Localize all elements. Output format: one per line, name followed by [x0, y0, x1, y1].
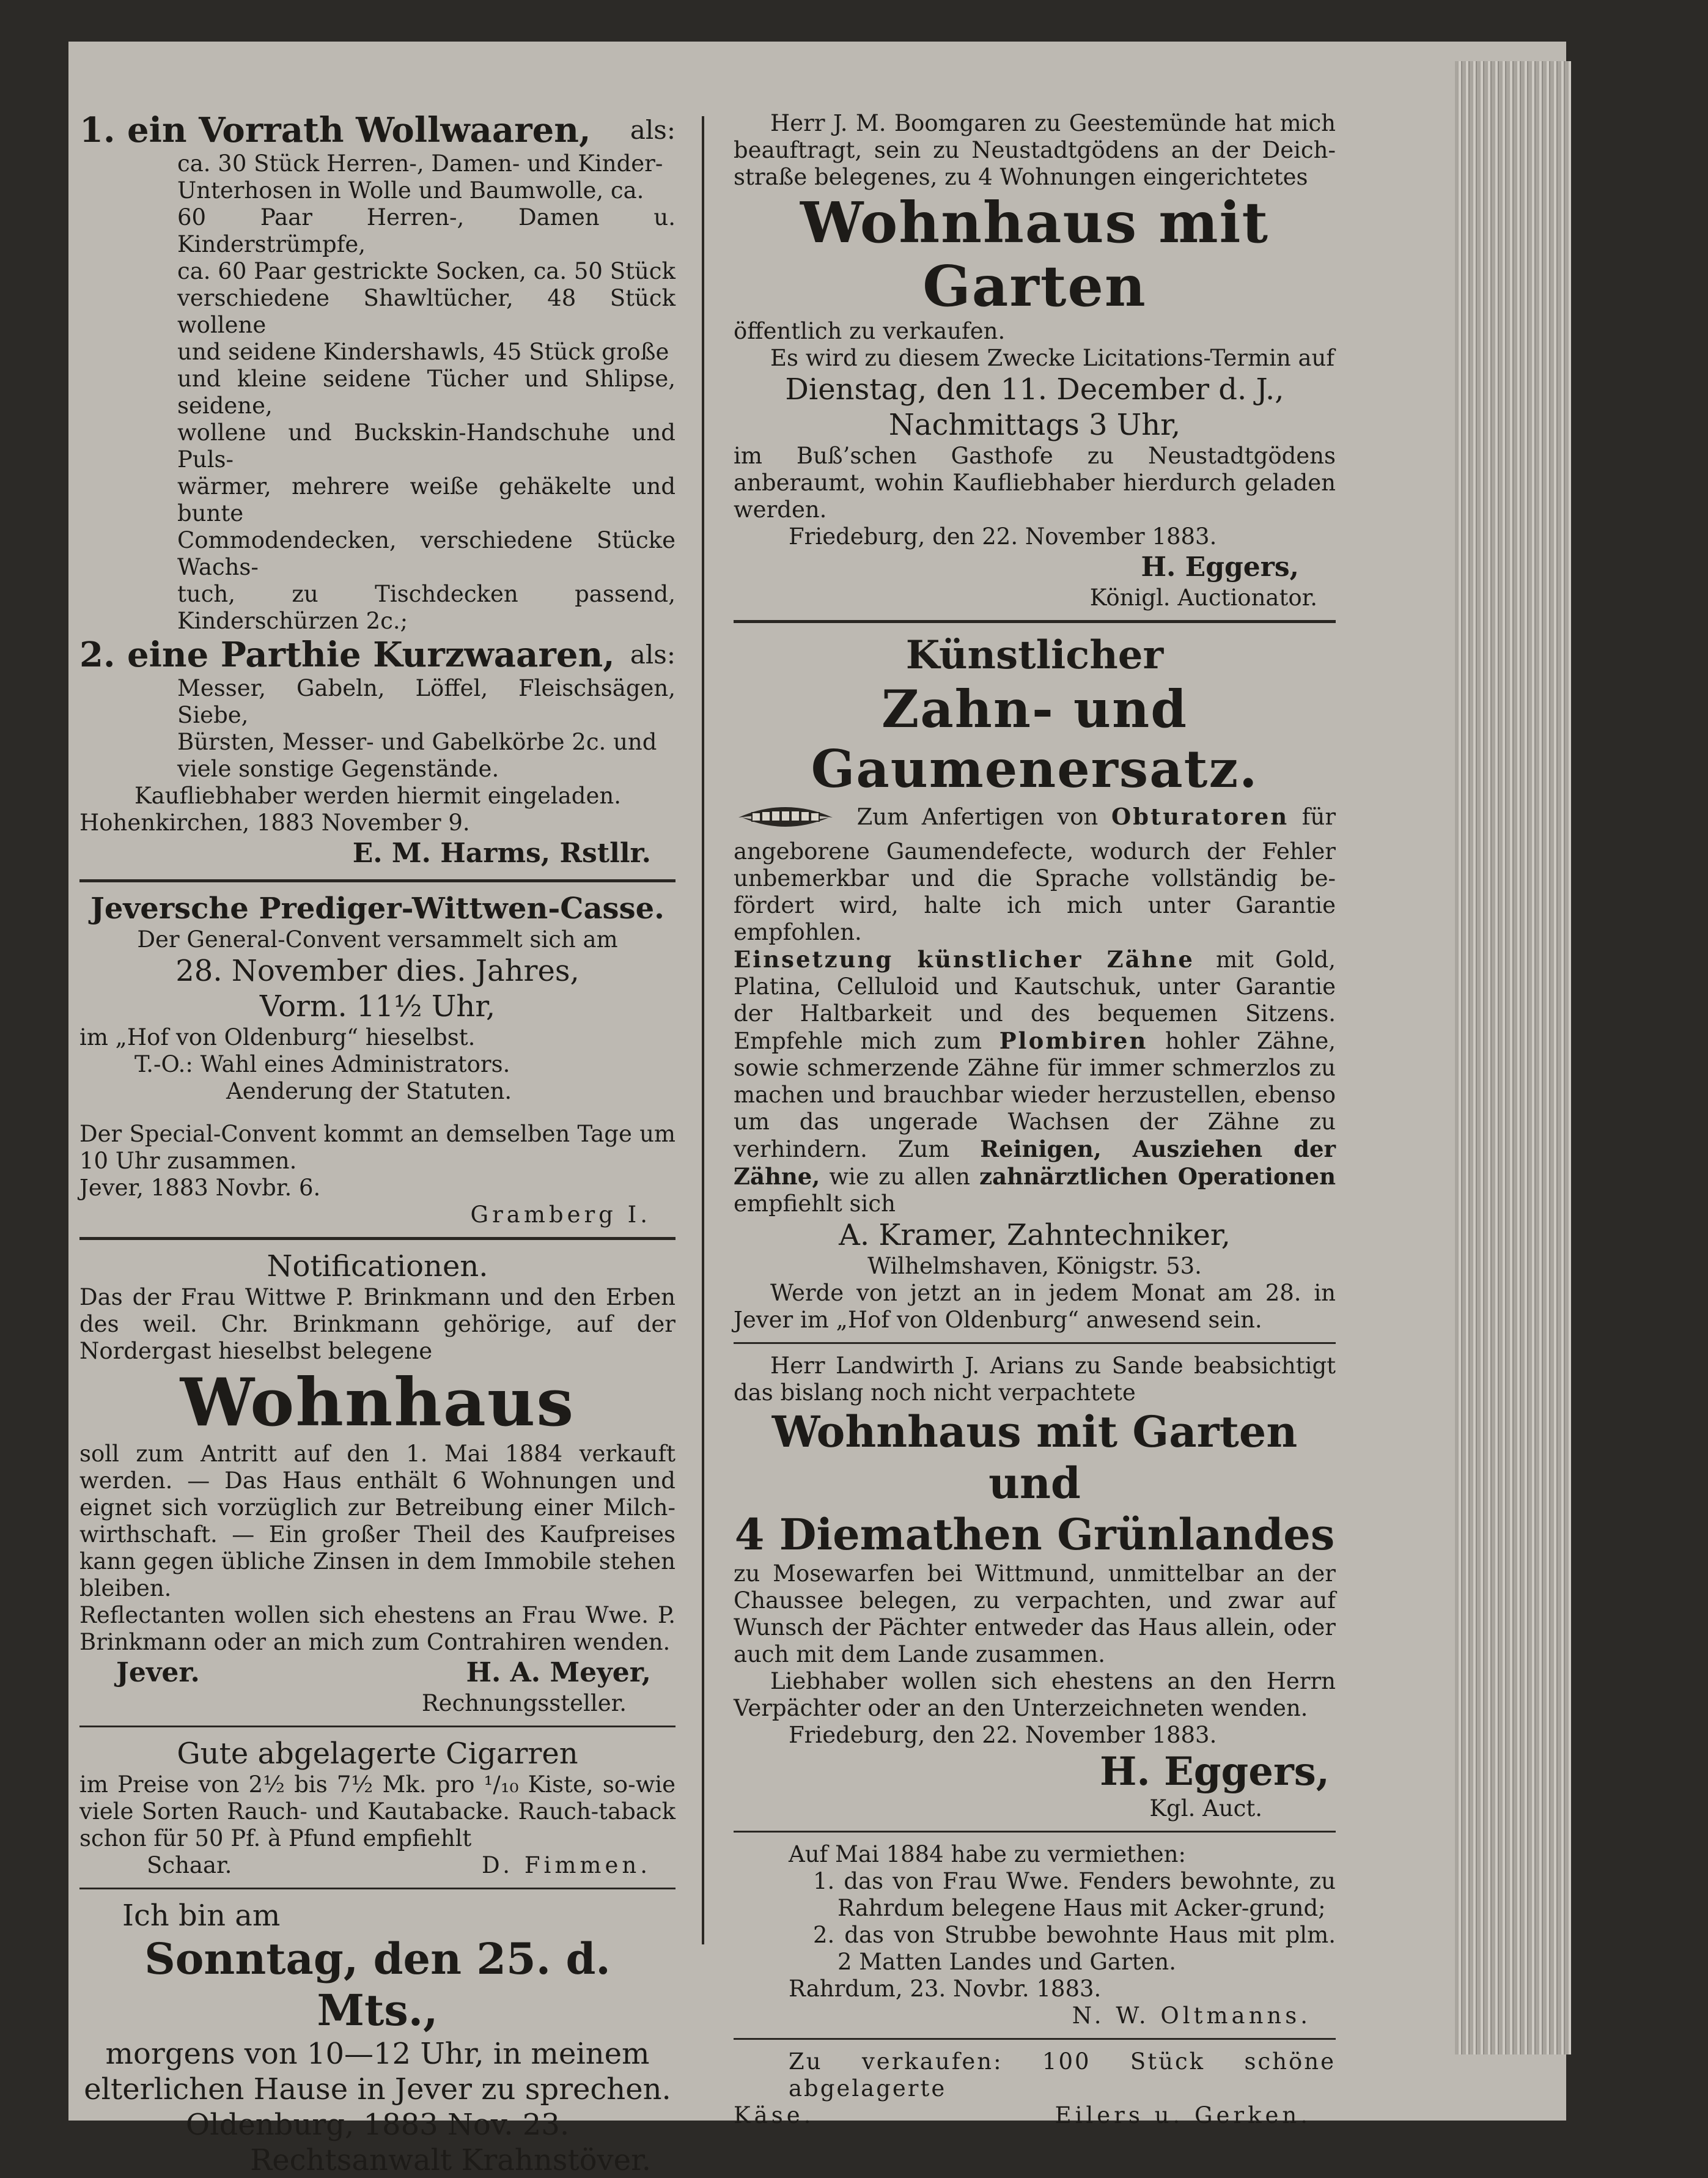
dateline: Friedeburg, den 22. November 1883.	[789, 1722, 1217, 1748]
item1-line: und kleine seidene Tücher und Shlipse, seidene,	[177, 366, 675, 419]
binding-gutter	[0, 0, 55, 2139]
lease-ad	[734, 1353, 1336, 1822]
item2-list	[79, 675, 675, 783]
text-fragment: hohler Zähne, sowie schmerzende Zähne für immer schmerzlos zu machen und brauchbar wieder herzustellen, ebenso um das ungerade Wachsen der Zähne zu verhindern. Zum	[734, 1028, 1336, 1162]
rental-ad	[734, 1841, 1336, 2029]
item1-title: 1. ein Vorrath Wollwaaren,	[79, 110, 591, 150]
item1-line: und seidene Kindershawls, 45 Stück große	[177, 339, 669, 365]
ad-note: Werde von jetzt an in jedem Monat am 28. in Jever im „Hof von Oldenburg“ anwesend sein.	[734, 1280, 1336, 1333]
cheese-ad	[734, 2048, 1336, 2129]
separator	[79, 1726, 675, 1727]
item1-line: verschiedene Shawltücher, 48 Stück wollene	[177, 285, 675, 338]
ad-headline: Zahn- und Gaumenersatz.	[811, 679, 1259, 799]
meeting-date: 28. November dies. Jahres,	[175, 954, 580, 988]
item2-title: 2. eine Parthie Kurzwaaren,	[79, 635, 615, 675]
ad-headline: 4 Diemathen Grünlandes	[734, 1509, 1335, 1560]
ad-text: Liebhaber wollen sich ehestens an den Herrn Verpächter oder an den Unterzeichneten wenden.	[734, 1668, 1336, 1721]
item2-line: Bürsten, Messer- und Gabelkörbe 2c. und	[177, 729, 657, 755]
ad-line: Der General-Convent versammelt sich am	[137, 926, 618, 953]
ad-line: elterlichen Hause in Jever zu sprechen.	[84, 2072, 671, 2106]
special-convent: Der Special-Convent kommt an demselben Tage um 10 Uhr zusammen.	[79, 1121, 675, 1174]
ad-text: Zu verkaufen: 100 Stück schöne abgelagerte	[789, 2048, 1336, 2102]
ad-text: zu Mosewarfen bei Wittmund, unmittelbar an der Chaussee belegen, zu verpachten, und zwar auf Wunsch der Pächter entweder das Haus allein, oder auch mit dem Lande zusammen.	[734, 1560, 1336, 1667]
item1-line: tuch, zu Tischdecken passend, Kinderschürzen 2c.;	[177, 581, 675, 634]
text-fragment: mit Gold, Platina, Celluloid und Kautschuk, unter Garantie der Haltbarkeit und des bequemen Sitzens. Empfehle mich zum	[734, 947, 1336, 1054]
keyword-operationen: zahnärztlichen Operationen	[979, 1163, 1336, 1190]
signature-row	[734, 2102, 1336, 2129]
ad-text: Herr Landwirth J. Arians zu Sande beabsichtigt das bislang noch nicht verpachtete	[734, 1353, 1336, 1406]
column-divider	[702, 116, 704, 1944]
text-fragment: empfiehlt sich	[734, 1191, 896, 1217]
ad-title: Gute abgelagerte Cigarren	[177, 1737, 578, 1771]
place: Schaar.	[147, 1852, 232, 1878]
cigars-ad	[79, 1736, 675, 1879]
signature: E. M. Harms, Rstllr.	[352, 838, 651, 869]
section-title: Notificationen.	[267, 1249, 488, 1283]
item1-line: wollene und Buckskin-Handschuhe und Puls-	[177, 419, 675, 473]
signature: Eilers u. Gerken.	[1055, 2102, 1311, 2128]
ad-text: Das der Frau Wittwe P. Brinkmann und den Erben des weil. Chr. Brinkmann gehörige, auf der Nordergast hieselbst belegene	[79, 1284, 675, 1364]
item1-line: Commodendecken, verschiedene Stücke Wachs-	[177, 527, 675, 580]
ad-line: morgens von 10—12 Uhr, in meinem	[105, 2037, 650, 2071]
separator	[734, 2038, 1336, 2040]
address: Wilhelmshaven, Königstr. 53.	[867, 1253, 1202, 1279]
signature-row	[79, 1852, 675, 1879]
list-item: 1. das von Frau Wwe. Fenders bewohnte, zu Rahrdum belegene Haus mit Acker-grund;	[813, 1868, 1336, 1921]
dateline: Friedeburg, den 22. November 1883.	[789, 523, 1217, 550]
item1-list	[79, 150, 675, 635]
keyword-plombiren: Plombiren	[999, 1027, 1148, 1054]
separator	[79, 879, 675, 882]
signature: Rechtsanwalt Krahnstöver.	[250, 2143, 651, 2177]
signature: H. A. Meyer,	[466, 1657, 651, 1688]
house-auction-ad	[734, 110, 1336, 611]
ad-title: Jeversche Prediger-Wittwen-Casse.	[90, 892, 664, 926]
ad-text: Auf Mai 1884 habe zu vermiethen:	[789, 1841, 1186, 1867]
ad-headline: Wohnhaus	[180, 1364, 575, 1441]
dental-ad	[734, 632, 1336, 1334]
signature: H. Eggers,	[1141, 552, 1299, 583]
ad-text: Es wird zu diesem Zwecke Licitations-Termin auf	[770, 345, 1335, 371]
ad-text: öffentlich zu verkaufen.	[734, 318, 1006, 344]
ad-text: Reflectanten wollen sich ehestens an Frau Wwe. P. Brinkmann oder an mich zum Contrahiren wenden.	[79, 1602, 675, 1655]
signature: N. W. Oltmanns.	[1072, 2003, 1311, 2029]
page-edges	[1455, 61, 1571, 2054]
separator	[734, 1831, 1336, 1833]
item2-line: viele sonstige Gegenstände.	[177, 756, 499, 782]
agenda-item: Aenderung der Statuten.	[226, 1078, 512, 1104]
item2-heading	[79, 635, 675, 675]
item1-line: 60 Paar Herren-, Damen u. Kinderstrümpfe,	[177, 204, 675, 257]
separator	[79, 1237, 675, 1240]
ad-line: Ich bin am	[122, 1899, 281, 1933]
ad-text-end: Käse.	[734, 2102, 815, 2128]
widows-fund-ad	[79, 891, 675, 1228]
signature-row	[79, 1656, 675, 1690]
signature: Gramberg I.	[470, 1202, 651, 1228]
dateline: Jever, 1883 Novbr. 6.	[79, 1175, 321, 1201]
teeth-icon	[734, 799, 837, 838]
house-sale-ad	[79, 1249, 675, 1717]
role: Kgl. Auct.	[1149, 1795, 1262, 1822]
keyword-reinigen: Reinigen, Ausziehen der Zähne,	[734, 1135, 1336, 1190]
ad-text	[734, 946, 1336, 1217]
role: Königl. Auctionator.	[1089, 585, 1317, 611]
dateline: Rahrdum, 23. Novbr. 1883.	[789, 1976, 1102, 2002]
ad-text: soll zum Antritt auf den 1. Mai 1884 verkauft werden. — Das Haus enthält 6 Wohnungen und eignet sich vorzüglich zur Betreibung einer Milch-wirthschaft. — Ein großer Theil des Kaufpreises kann gegen übliche Zinsen in dem Immobile stehen bleiben.	[79, 1441, 675, 1601]
agenda-item: T.-O.: Wahl eines Administrators.	[134, 1051, 510, 1077]
item1-line: wärmer, mehrere weiße gehäkelte und bunte	[177, 473, 675, 526]
list-item: 2. das von Strubbe bewohnte Haus mit plm. 2 Matten Landes und Garten.	[813, 1922, 1336, 1975]
text-fragment: Zum Anfertigen von	[856, 803, 1099, 830]
signature: A. Kramer, Zahntechniker,	[839, 1218, 1231, 1252]
auction-time: Nachmittags 3 Uhr,	[888, 408, 1181, 442]
ad-headline: Wohnhaus mit Garten und	[771, 1406, 1298, 1508]
invitation: Kaufliebhaber werden hiermit eingeladen.	[134, 783, 621, 809]
text-fragment: für angeborene Gaumendefecte, wodurch der Fehler unbemerkbar und die Sprache vollständig be-fördert wird, halte ich mich unter Garantie empfohlen.	[734, 803, 1336, 945]
text-fragment: wie zu allen	[829, 1164, 970, 1190]
place: Jever.	[116, 1657, 200, 1688]
item1-heading	[79, 110, 675, 150]
right-column	[734, 110, 1336, 2129]
ad-text: im Preise von 2½ bis 7½ Mk. pro ¹/₁₀ Kiste, so-wie viele Sorten Rauch- und Kautabacke. Rauch-taback schon für 50 Pf. à Pfund empfiehlt	[79, 1771, 675, 1851]
left-column	[79, 110, 675, 2178]
role: Rechnungssteller.	[421, 1690, 627, 1716]
item1-line: Unterhosen in Wolle und Baumwolle, ca.	[177, 177, 644, 204]
item1-als: als:	[630, 115, 675, 145]
ad-title: Künstlicher	[905, 632, 1164, 678]
ad-text: im Buß’schen Gasthofe zu Neustadtgödens anberaumt, wohin Kaufliebhaber hierdurch geladen werden.	[734, 443, 1336, 523]
item2-line: Messer, Gabeln, Löffel, Fleischsägen, Siebe,	[177, 675, 675, 728]
dateline: Hohenkirchen, 1883 November 9.	[79, 810, 470, 836]
separator	[734, 620, 1336, 623]
separator	[734, 1342, 1336, 1344]
meeting-place: im „Hof von Oldenburg“ hieselbst.	[79, 1024, 476, 1050]
meeting-time: Vorm. 11½ Uhr,	[259, 989, 496, 1024]
dateline: Oldenburg, 1883 Nov. 23.	[185, 2108, 570, 2142]
item2-als: als:	[630, 640, 675, 670]
keyword-einsetzung: Einsetzung künstlicher Zähne	[734, 946, 1194, 973]
separator	[79, 1888, 675, 1889]
ad-headline: Sonntag, den 25. d. Mts.,	[144, 1933, 611, 2036]
wool-goods-ad	[79, 110, 675, 871]
ad-headline: Wohnhaus mit Garten	[800, 190, 1269, 319]
keyword-obturatoren: Obturatoren	[1111, 803, 1289, 830]
signature: H. Eggers,	[1099, 1749, 1330, 1795]
item1-line: ca. 30 Stück Herren-, Damen- und Kinder-	[177, 150, 663, 177]
ad-text: Herr J. M. Boomgaren zu Geestemünde hat mich beauftragt, sein zu Neustadtgödens an der Deich-straße belegenes, zu 4 Wohnungen eingerichtetes	[734, 110, 1336, 190]
item1-line: ca. 60 Paar gestrickte Socken, ca. 50 Stück	[177, 258, 675, 284]
auction-date: Dienstag, den 11. December d. J.,	[785, 372, 1284, 407]
signature: D. Fimmen.	[481, 1852, 651, 1878]
lawyer-ad	[79, 1898, 675, 2178]
ad-text	[734, 799, 1336, 946]
